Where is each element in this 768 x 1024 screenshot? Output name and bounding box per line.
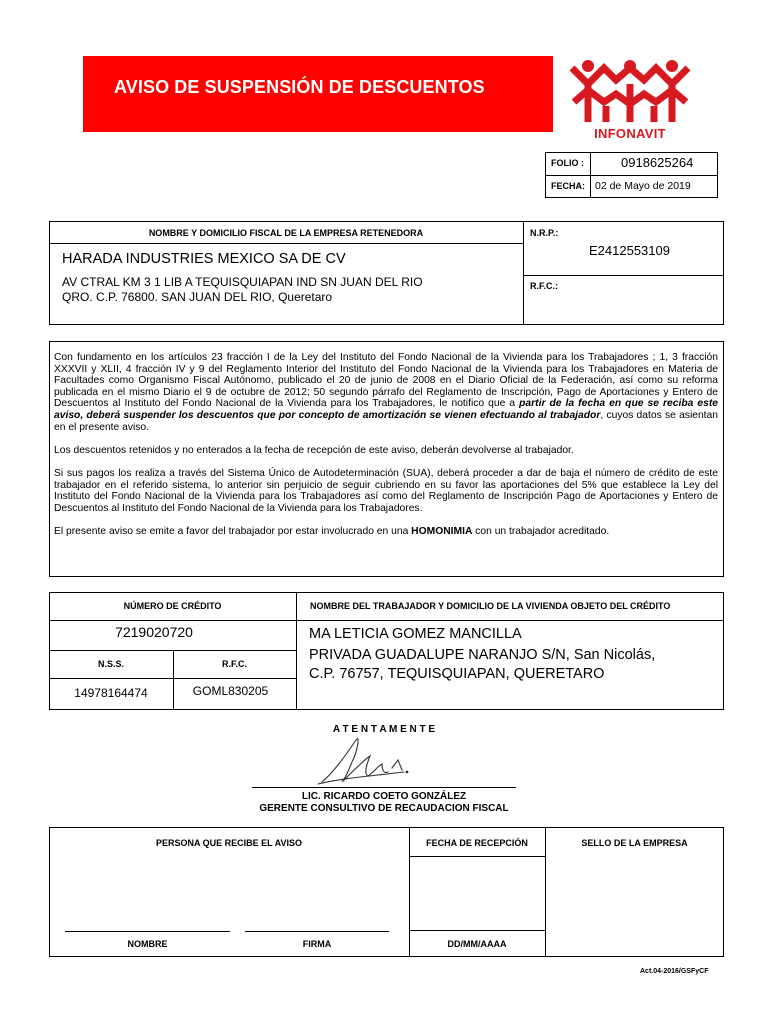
nss-label: N.S.S. [97,659,124,669]
receiver-name-label: NOMBRE [127,939,168,949]
nrp-label: N.R.P.: [530,228,559,238]
folio-label: FOLIO : [551,158,584,168]
closing-text: A T E N T A M E N T E [332,724,436,735]
worker-address-line1: PRIVADA GUADALUPE NARANJO S/N, San Nicolás, [309,647,656,663]
employer-address-line2: QRO. C.P. 76800. SAN JUAN DEL RIO, Queretaro [62,290,333,304]
worker-rfc-value: GOML830205 [192,684,269,698]
worker-name: MA LETICIA GOMEZ MANCILLA [309,626,522,642]
handwritten-signature [312,732,432,790]
receiver-signature-label: FIRMA [302,939,332,949]
infonavit-house-icon [566,54,694,126]
notice-paragraph-2: Los descuentos retenidos y no enterados a la fecha de recepción de este aviso, deberán devolverse al trabajador. [54,444,574,456]
notice-paragraph-4: El presente aviso se emite a favor del trabajador por estar involucrado en una HOMONIMIA con un trabajador acreditado. [54,525,610,537]
nrp-value: E2412553109 [589,243,670,258]
worker-rfc-label: R.F.C. [221,659,247,669]
company-seal-label: SELLO DE LA EMPRESA [581,838,688,848]
form-code: Act.04-2016/GSFyCF [640,968,709,975]
fecha-label: FECHA: [551,181,585,191]
worker-section-label: NOMBRE DEL TRABAJADOR Y DOMICILIO DE LA VIVIENDA OBJETO DEL CRÉDITO [310,601,671,611]
employer-name: HARADA INDUSTRIES MEXICO SA DE CV [62,251,346,267]
notice-text [54,352,718,549]
credit-number-label: NÚMERO DE CRÉDITO [123,601,222,611]
receiver-label: PERSONA QUE RECIBE EL AVISO [155,838,303,848]
employer-section-label: NOMBRE Y DOMICILIO FISCAL DE LA EMPRESA RETENEDORA [148,228,424,238]
infonavit-logo [566,54,694,144]
folio-value: 0918625264 [621,155,694,170]
reception-date-label: FECHA DE RECEPCIÓN [426,838,528,848]
credit-number-value: 7219020720 [115,624,193,640]
notice-paragraph-1: Con fundamento en los artículos 23 fracción I de la Ley del Instituto del Fondo Nacional de la Vivienda para los Trabajadores ; 1, 3 fracción XXXVII y XLII, 4 fracción IV y 9 del Reglamento Interior del Instituto del Fondo Nacional de la Vivienda para los Trabajadores en Materia de Facultades como Organismo Fiscal Autónomo, publicado el 20 de junio de 2008 en el Diario Oficial de la Federación, así como su reforma publicada en el mismo Diario el 9 de octubre de 2012; 50 segundo párrafo del Reglamento de Inscripción, Pago de Aportaciones y Entero de Descuentos al Instituto del Fondo Nacional de la Vivienda para los Trabajadores, le notifico que a partir de la fecha en que se reciba este aviso, deberá suspender los descuentos que por concepto de amortización se vienen efectuando al trabajador, cuyos datos se asientan en el presente aviso. [54,352,718,433]
notice-emphasis: partir de la fecha en que se reciba este aviso, deberá suspender los descuentos que por concepto de amortización se vienen efectuando al trabajador [54,398,718,421]
employer-address-line1: AV CTRAL KM 3 1 LIB A TEQUISQUIAPAN IND SN JUAN DEL RIO [62,275,423,289]
rfc-label: R.F.C.: [530,281,558,291]
document-title: AVISO DE SUSPENSIÓN DE DESCUENTOS [114,77,485,97]
signer-name: LIC. RICARDO COETO GONZÁLEZ [301,791,467,802]
nss-value: 14978164474 [74,686,148,700]
homonimia-term: HOMONIMIA [411,525,473,537]
fecha-value: 02 de Mayo de 2019 [595,180,691,192]
notice-paragraph-3: Si sus pagos los realiza a través del Sistema Único de Autodeterminación (SUA), deberá proceder a dar de baja el número de crédito de este trabajador en el referido sistema, lo anterior sin perjuicio de seguir cubriendo en su favor las aportaciones del 5% que establece la Ley del Instituto del Fondo Nacional de la Vivienda para los Trabajadores así como del Reglamento de Inscripción Pago de Aportaciones y Entero de Descuentos al Instituto del Fondo Nacional de la Vivienda para los Trabajadores. [54,467,718,514]
date-format-label: DD/MM/AAAA [447,939,507,949]
signer-title: GERENTE CONSULTIVO DE RECAUDACION FISCAL [259,803,509,814]
worker-address-line2: C.P. 76757, TEQUISQUIAPAN, QUERETARO [309,666,605,682]
logo-text: INFONAVIT [594,126,666,141]
